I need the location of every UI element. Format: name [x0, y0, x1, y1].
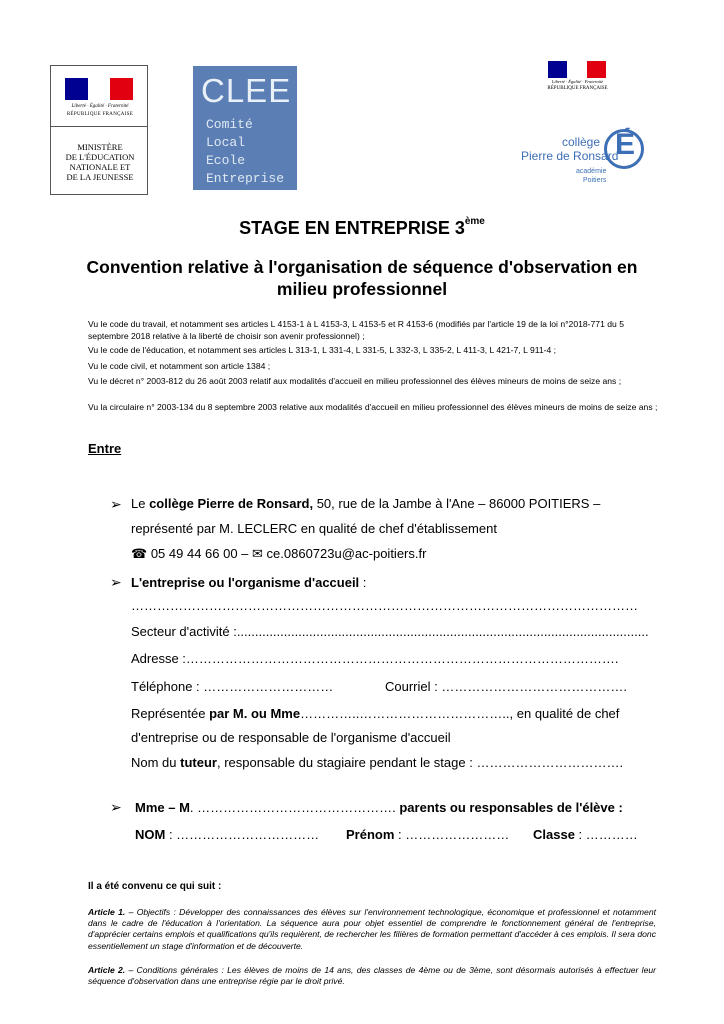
clee-logo	[193, 66, 297, 190]
student-firstname-field[interactable]: Prénom : ……………………	[346, 827, 510, 842]
vu-paragraph: Vu le code du travail, et notamment ses articles L 4153-1 à L 4153-3, L 4153-5 et R 4153-6 (modifiés par l'article 19 de la loi n°2018-771 du 5 septembre 2018 relative à la liberté de choisir son avenir professionnel) ;	[88, 319, 624, 341]
french-flag-icon	[548, 61, 606, 78]
ministry-divider	[51, 126, 147, 127]
arrow-bullet-icon: ➢	[110, 574, 122, 590]
entre-heading: Entre	[88, 441, 122, 456]
tutor-field[interactable]: Nom du tuteur, responsable du stagiaire pendant le stage : …………………………….	[131, 755, 624, 770]
republic-label: RÉPUBLIQUE FRANÇAISE	[547, 86, 608, 91]
clee-fullname: Comité Local Ecole Entreprise	[206, 117, 285, 186]
arrow-bullet-icon: ➢	[110, 496, 122, 512]
college-logo-line1: collège	[562, 135, 601, 149]
article-1: Article 1. – Objectifs : Développer des connaissances des élèves sur l'environnement technologique, économique et professionnel et notamment dans le cadre de l'éducation à l'orientation. La séquence aura pour objet essentiel de comprendre le fonctionnement général de l'entreprise, d'apprécier certains emplois et qualifications qu'ils requièrent, de rechercher les filières de formation permettant d'accéder à ces emplois. Il sera donc essentiellement un stage d'information et de découverte.	[88, 907, 656, 951]
vu-paragraph: Vu la circulaire n° 2003-134 du 8 septembre 2003 relative aux modalités d'accueil en milieu professionnel des élèves mineurs de moins de seize ans ;	[88, 402, 658, 412]
clee-acronym: CLEE	[201, 72, 292, 109]
ministry-motto: Liberté · Égalité · Fraternité	[71, 104, 129, 109]
article-2: Article 2. – Conditions générales : Les élèves de moins de 14 ans, des classes de 4ème ou de 3ème, sont désormais autorisés à effectuer leur séquence d'observation dans une entreprise régie par le droit privé.	[88, 965, 656, 987]
vu-paragraph: Vu le code de l'éducation, et notamment ses articles L 313-1, L 331-4, L 331-5, L 332-3, L 335-2, L 411-3, L 421-7, L 911-4 ;	[88, 345, 557, 355]
college-party-line: Le collège Pierre de Ronsard, 50, rue de la Jambe à l'Ane – 86000 POITIERS –	[131, 496, 601, 511]
company-heading: L'entreprise ou l'organisme d'accueil :	[131, 575, 367, 590]
phone-field[interactable]: Téléphone : …………………………	[131, 679, 334, 694]
email-field[interactable]: Courriel : …………………………………….	[385, 679, 627, 694]
convenu-heading: Il a été convenu ce qui suit :	[88, 881, 222, 892]
company-name-field[interactable]: ………………………………………………………………………………………………………	[131, 598, 638, 613]
sector-field[interactable]: Secteur d'activité :..................................................................................................................	[131, 624, 649, 639]
mail-icon: ✉	[252, 546, 263, 561]
republic-motto: Liberté · Égalité · Fraternité	[551, 79, 604, 84]
representative-line2: d'entreprise ou de responsable de l'organisme d'accueil	[131, 730, 451, 745]
representative-field[interactable]: Représentée par M. ou Mme…………..…………………………….., en qualité de chef	[131, 706, 620, 721]
ministry-republic: RÉPUBLIQUE FRANÇAISE	[66, 112, 134, 117]
address-field[interactable]: Adresse :……………………………………………………………………………………….	[131, 651, 619, 666]
french-flag-icon	[65, 78, 133, 100]
college-logo-line3: académie	[576, 168, 607, 175]
phone-icon: ☎	[131, 546, 148, 561]
parents-field[interactable]: Mme – M. ………………………………………. parents ou responsables de l'élève :	[135, 800, 623, 815]
college-logo-line4: Poitiers	[583, 177, 607, 184]
college-logo-line2: Pierre de Ronsard	[521, 149, 619, 163]
ministry-name: MINISTÈRE DE L'ÉDUCATION NATIONALE ET DE LA JEUNESSE	[65, 142, 135, 182]
college-representative: représenté par M. LECLERC en qualité de chef d'établissement	[131, 521, 497, 536]
ministry-logo	[50, 65, 148, 195]
subtitle: Convention relative à l'organisation de séquence d'observation en milieu professionnel	[86, 257, 638, 299]
student-name-field[interactable]: NOM : ……………………………	[135, 827, 320, 842]
arrow-bullet-icon: ➢	[110, 799, 122, 815]
page-title: STAGE EN ENTREPRISE 3ème	[239, 216, 485, 238]
vu-paragraph: Vu le décret n° 2003-812 du 26 août 2003 relatif aux modalités d'accueil en milieu professionnel des élèves mineurs de moins de seize ans ;	[88, 376, 622, 386]
student-class-field[interactable]: Classe : …………	[533, 827, 638, 842]
college-contact: ☎ 05 49 44 66 00 – ✉ ce.0860723u@ac-poitiers.fr	[131, 546, 427, 561]
vu-paragraph: Vu le code civil, et notamment son article 1384 ;	[88, 361, 271, 371]
college-emblem-letter: É	[615, 128, 636, 161]
